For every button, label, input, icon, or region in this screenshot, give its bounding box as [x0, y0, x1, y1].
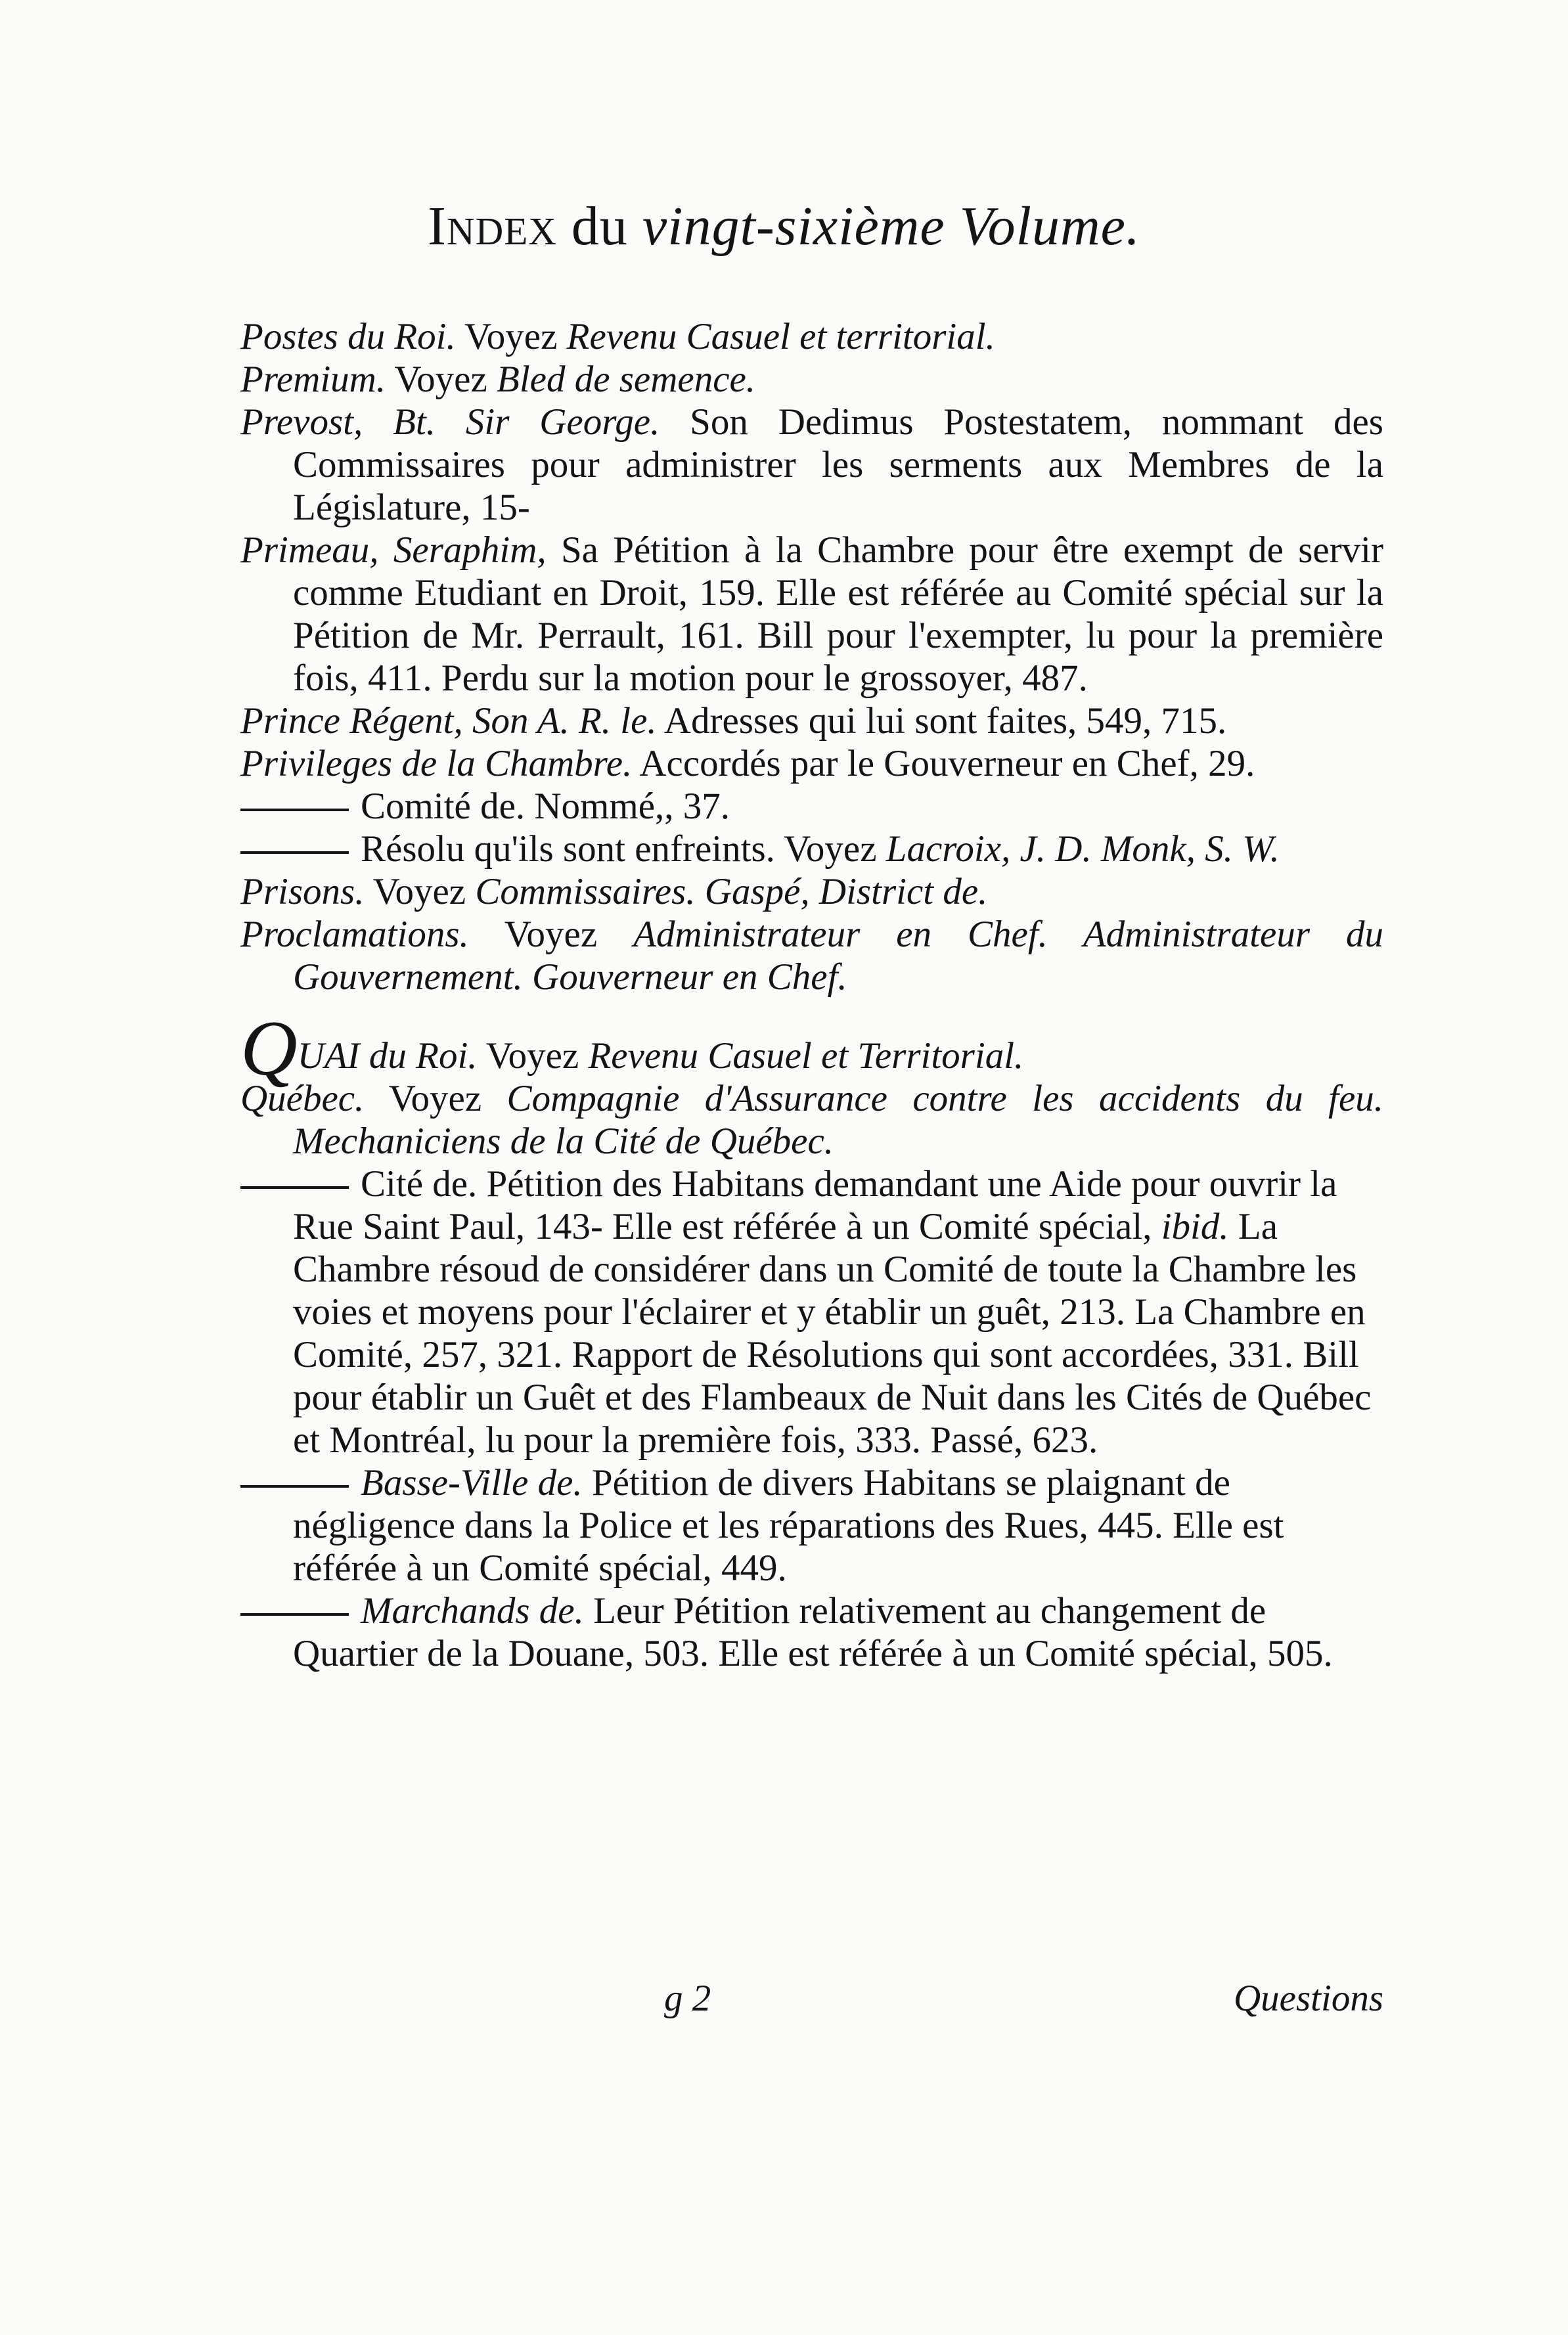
- title-volume-ordinal: vingt-sixième: [642, 196, 945, 257]
- index-entry: [240, 1004, 1383, 1092]
- entry-text: Résolu qu'ils sont enfreints. Voyez: [361, 828, 886, 870]
- entry-head: Prince Régent, Son A. R. le.: [240, 700, 657, 742]
- entry-text: Adresses qui lui sont faites, 549, 715.: [656, 700, 1227, 742]
- index-subentry: [240, 828, 1383, 870]
- entry-text: Cité de. Pétition des Habitans demandant une Aide pour ouvrir la Rue Saint Paul, 143- Elle est référée à un Comité spécial,: [293, 1163, 1337, 1247]
- entry-head: Prisons.: [240, 871, 365, 912]
- entry-head: Privileges de la Chambre.: [240, 743, 633, 784]
- index-entry: [240, 529, 1383, 700]
- entry-ref: Lacroix, J. D. Monk, S. W.: [885, 828, 1280, 870]
- ditto-dash: [240, 851, 349, 854]
- entry-head: Proclamations.: [240, 914, 469, 955]
- index-entries: [240, 315, 1383, 1675]
- ditto-dash: [240, 1613, 349, 1616]
- entry-text: Comité de. Nommé,, 37.: [361, 786, 730, 827]
- entry-text: Voyez: [364, 1078, 507, 1119]
- ditto-dash: [240, 1186, 349, 1189]
- index-entry: [240, 1077, 1383, 1163]
- page-title: [0, 194, 1568, 258]
- index-subentry: [240, 1461, 1383, 1590]
- ditto-dash: [240, 809, 349, 811]
- title-du: du: [571, 196, 628, 257]
- entry-text: Pétition de divers Habitans se plaignant de négligence dans la Police et les réparations des Rues, 445. Elle est référée à un Comité spécial, 449.: [293, 1462, 1284, 1589]
- entry-head: Prevost, Bt. Sir George.: [240, 401, 660, 443]
- index-entry: [240, 913, 1383, 998]
- entry-head: Premium.: [240, 359, 386, 400]
- index-entry: [240, 742, 1383, 785]
- entry-head: UAI du Roi.: [297, 1035, 478, 1077]
- title-volume-word: Volume.: [959, 196, 1140, 257]
- index-entry: [240, 401, 1383, 529]
- index-entry: [240, 315, 1383, 358]
- index-entry: [240, 358, 1383, 401]
- entry-text: Leur Pétition relativement au changement de Quartier de la Douane, 503. Elle est référée à un Comité spécial, 505.: [293, 1590, 1333, 1674]
- index-subentry: [240, 1163, 1383, 1461]
- entry-head: Primeau, Seraphim,: [240, 529, 547, 571]
- entry-ref: Commissaires. Gaspé, District de.: [475, 871, 988, 912]
- entry-text: Voyez: [455, 316, 567, 357]
- entry-text: Sa Pétition à la Chambre pour être exempt de servir comme Etudiant en Droit, 159. Elle est référée au Comité spécial sur la Pétition de Mr. Perrault, 161. Bill pour l'exempter, lu pour la première fois, 411. Perdu sur la motion pour le grossoyer, 487.: [293, 529, 1383, 699]
- entry-ref: Marchands de.: [361, 1590, 584, 1632]
- entry-ref: Revenu Casuel et Territorial.: [588, 1035, 1024, 1077]
- ditto-dash: [240, 1485, 349, 1488]
- entry-text: Son Dedimus Postestatem, nommant des Commissaires pour administrer les serments aux Membres de la Législature, 15-: [293, 401, 1383, 528]
- entry-head: Postes du Roi.: [240, 316, 456, 357]
- entry-text-continued: La Chambre résoud de considérer dans un Comité de toute la Chambre les voies et moyens pour l'éclairer et y établir un guêt, 213. La Chambre en Comité, 257, 321. Rapport de Résolutions qui sont accordées, 331. Bill pour établir un Guêt et des Flambeaux de Nuit dans les Cités de Québec et Montréal, lu pour la première fois, 333. Passé, 623.: [293, 1206, 1372, 1461]
- title-index: Index: [428, 196, 557, 257]
- entry-ref: Basse-Ville de.: [361, 1462, 583, 1503]
- index-subentry: [240, 785, 1383, 828]
- index-entry: [240, 700, 1383, 742]
- index-entry: [240, 870, 1383, 913]
- entry-ref: Administrateur en Chef. Administrateur du Gouvernement. Gouverneur en Chef.: [293, 914, 1383, 998]
- entry-head: Québec.: [240, 1078, 365, 1119]
- entry-text: Voyez: [477, 1035, 589, 1077]
- entry-ref: Bled de semence.: [497, 359, 756, 400]
- drop-cap: Q: [240, 1004, 298, 1092]
- catchword: Questions: [1234, 1978, 1383, 2019]
- entry-text: Voyez: [468, 914, 634, 955]
- entry-ref: Revenu Casuel et territorial.: [566, 316, 995, 357]
- entry-text: Voyez: [364, 871, 476, 912]
- entry-text: Accordés par le Gouverneur en Chef, 29.: [632, 743, 1255, 784]
- entry-ref: Compagnie d'Assurance contre les accidents du feu. Mechaniciens de la Cité de Québec.: [293, 1078, 1383, 1162]
- index-subentry: [240, 1590, 1383, 1675]
- signature-mark: g 2: [664, 1978, 711, 2019]
- entry-ref: ibid.: [1161, 1206, 1229, 1247]
- entry-text: Voyez: [386, 359, 497, 400]
